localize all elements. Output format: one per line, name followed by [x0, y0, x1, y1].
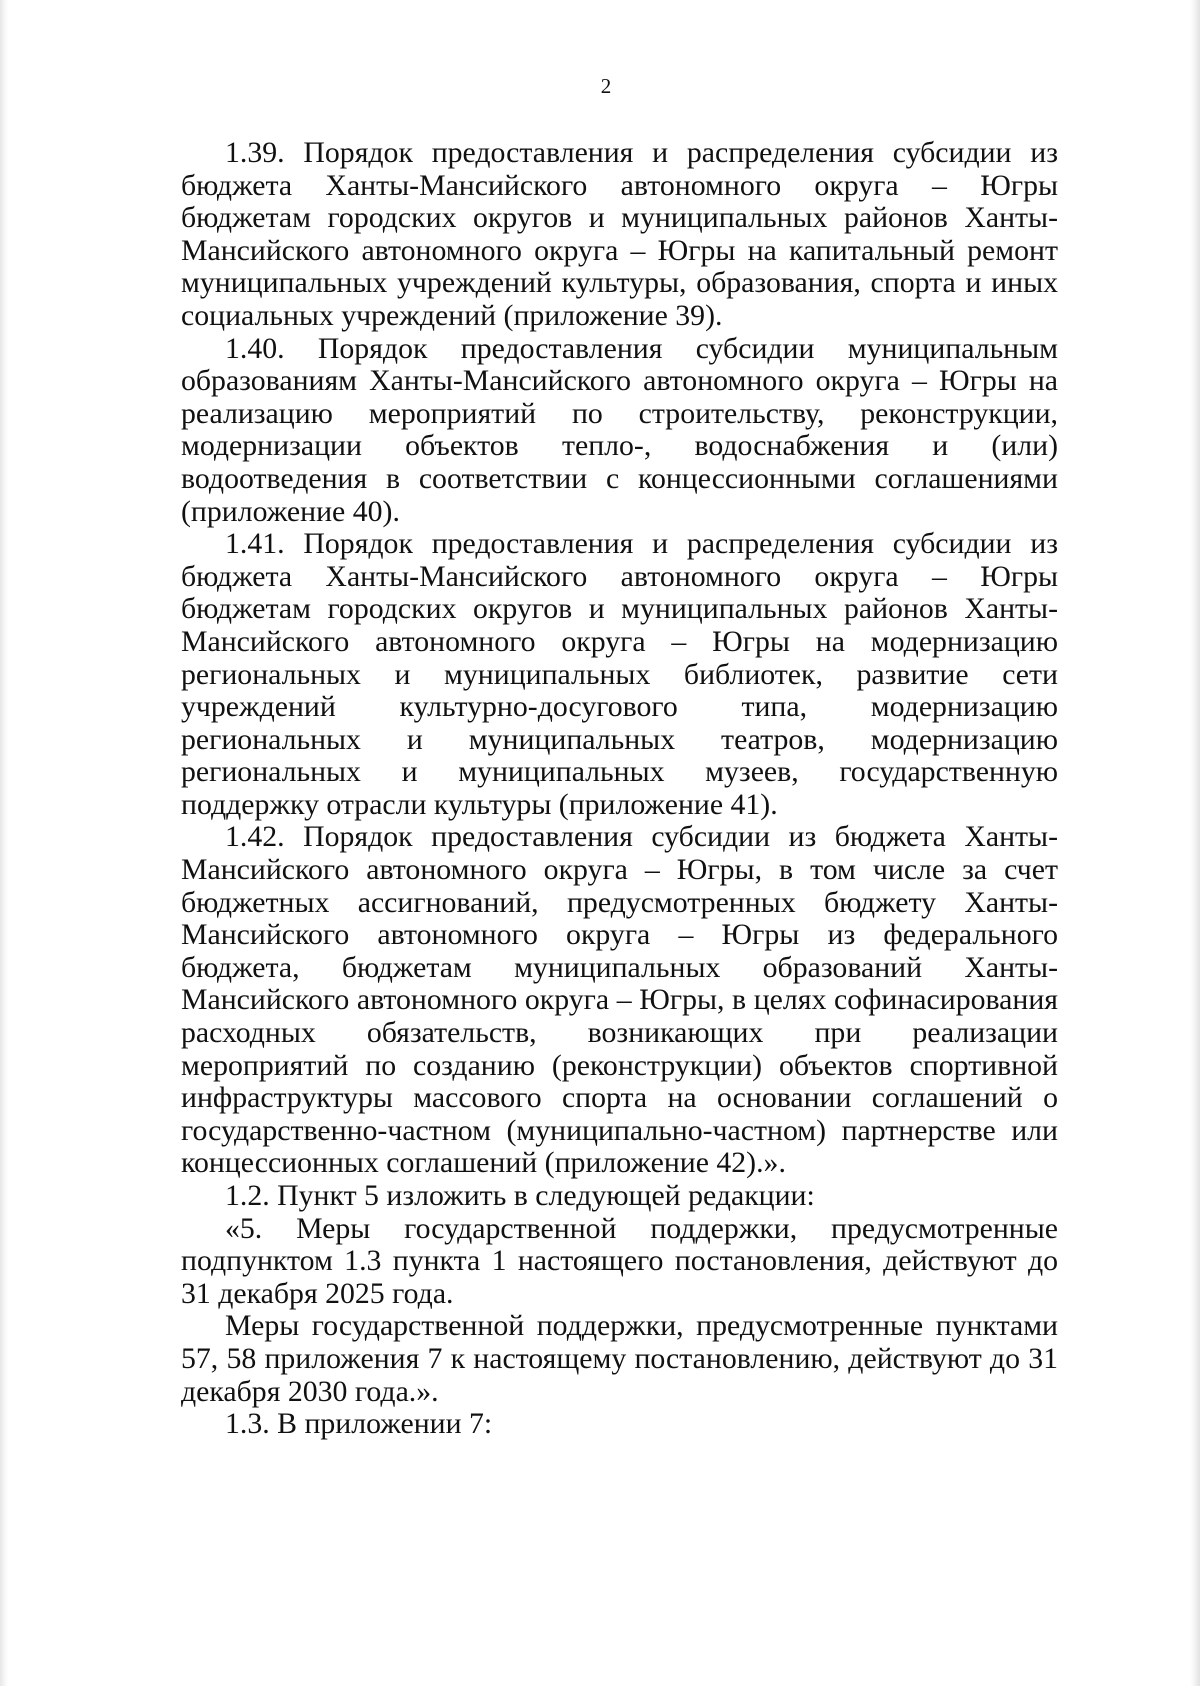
paragraph-1-39: 1.39. Порядок предоставления и распределения субсидии из бюджета Ханты-Мансийского автономного округа – Югры бюджетам городских округов и муниципальных районов Ханты-Мансийского автономного округа – Югры на капитальный ремонт муниципальных учреждений культуры, образования, спорта и иных социальных учреждений (приложение 39).: [181, 136, 1058, 332]
scan-edge-right: [1190, 0, 1200, 1686]
paragraph-1-40: 1.40. Порядок предоставления субсидии муниципальным образованиям Ханты-Мансийского автономного округа – Югры на реализацию мероприятий по строительству, реконструкции, модернизации объектов тепло-, водоснабжения и (или) водоотведения в соответствии с концессионными соглашениями (приложение 40).: [181, 331, 1058, 528]
paragraph-point-5: «5. Меры государственной поддержки, предусмотренные подпунктом 1.3 пункта 1 настоящего постановления, действуют до 31 декабря 2025 года.: [181, 1211, 1058, 1310]
paragraph-1-3: 1.3. В приложении 7:: [225, 1407, 493, 1441]
paragraph-1-2: 1.2. Пункт 5 изложить в следующей редакции:: [225, 1179, 815, 1212]
paragraph-support-measures: Меры государственной поддержки, предусмотренные пунктами 57, 58 приложения 7 к настоящему постановлению, действуют до 31 декабря 2030 года.».: [181, 1309, 1058, 1408]
scan-edge-left: [0, 0, 8, 1686]
paragraph-1-41: 1.41. Порядок предоставления и распределения субсидии из бюджета Ханты-Мансийского автономного округа – Югры бюджетам городских округов и муниципальных районов Ханты-Мансийского автономного округа – Югры на модернизацию региональных и муниципальных библиотек, развитие сети учреждений культурно-досугового типа, модернизацию региональных и муниципальных театров, модернизацию региональных и муниципальных музеев, государственную поддержку отрасли культуры (приложение 41).: [181, 527, 1058, 821]
document-body: [181, 137, 1058, 1441]
page-number: 2: [600, 74, 612, 98]
paragraph-1-42: 1.42. Порядок предоставления субсидии из бюджета Ханты-Мансийского автономного округа – Югры, в том числе за счет бюджетных ассигнований, предусмотренных бюджету Ханты-Мансийского автономного округа – Югры из федерального бюджета, бюджетам муниципальных образований Ханты-Мансийского автономного округа – Югры, в целях софинасирования расходных обязательств, возникающих при реализации мероприятий по созданию (реконструкции) объектов спортивной инфраструктуры массового спорта на основании соглашений о государственно-частном (муниципально-частном) партнерстве или концессионных соглашений (приложение 42).».: [181, 820, 1058, 1180]
